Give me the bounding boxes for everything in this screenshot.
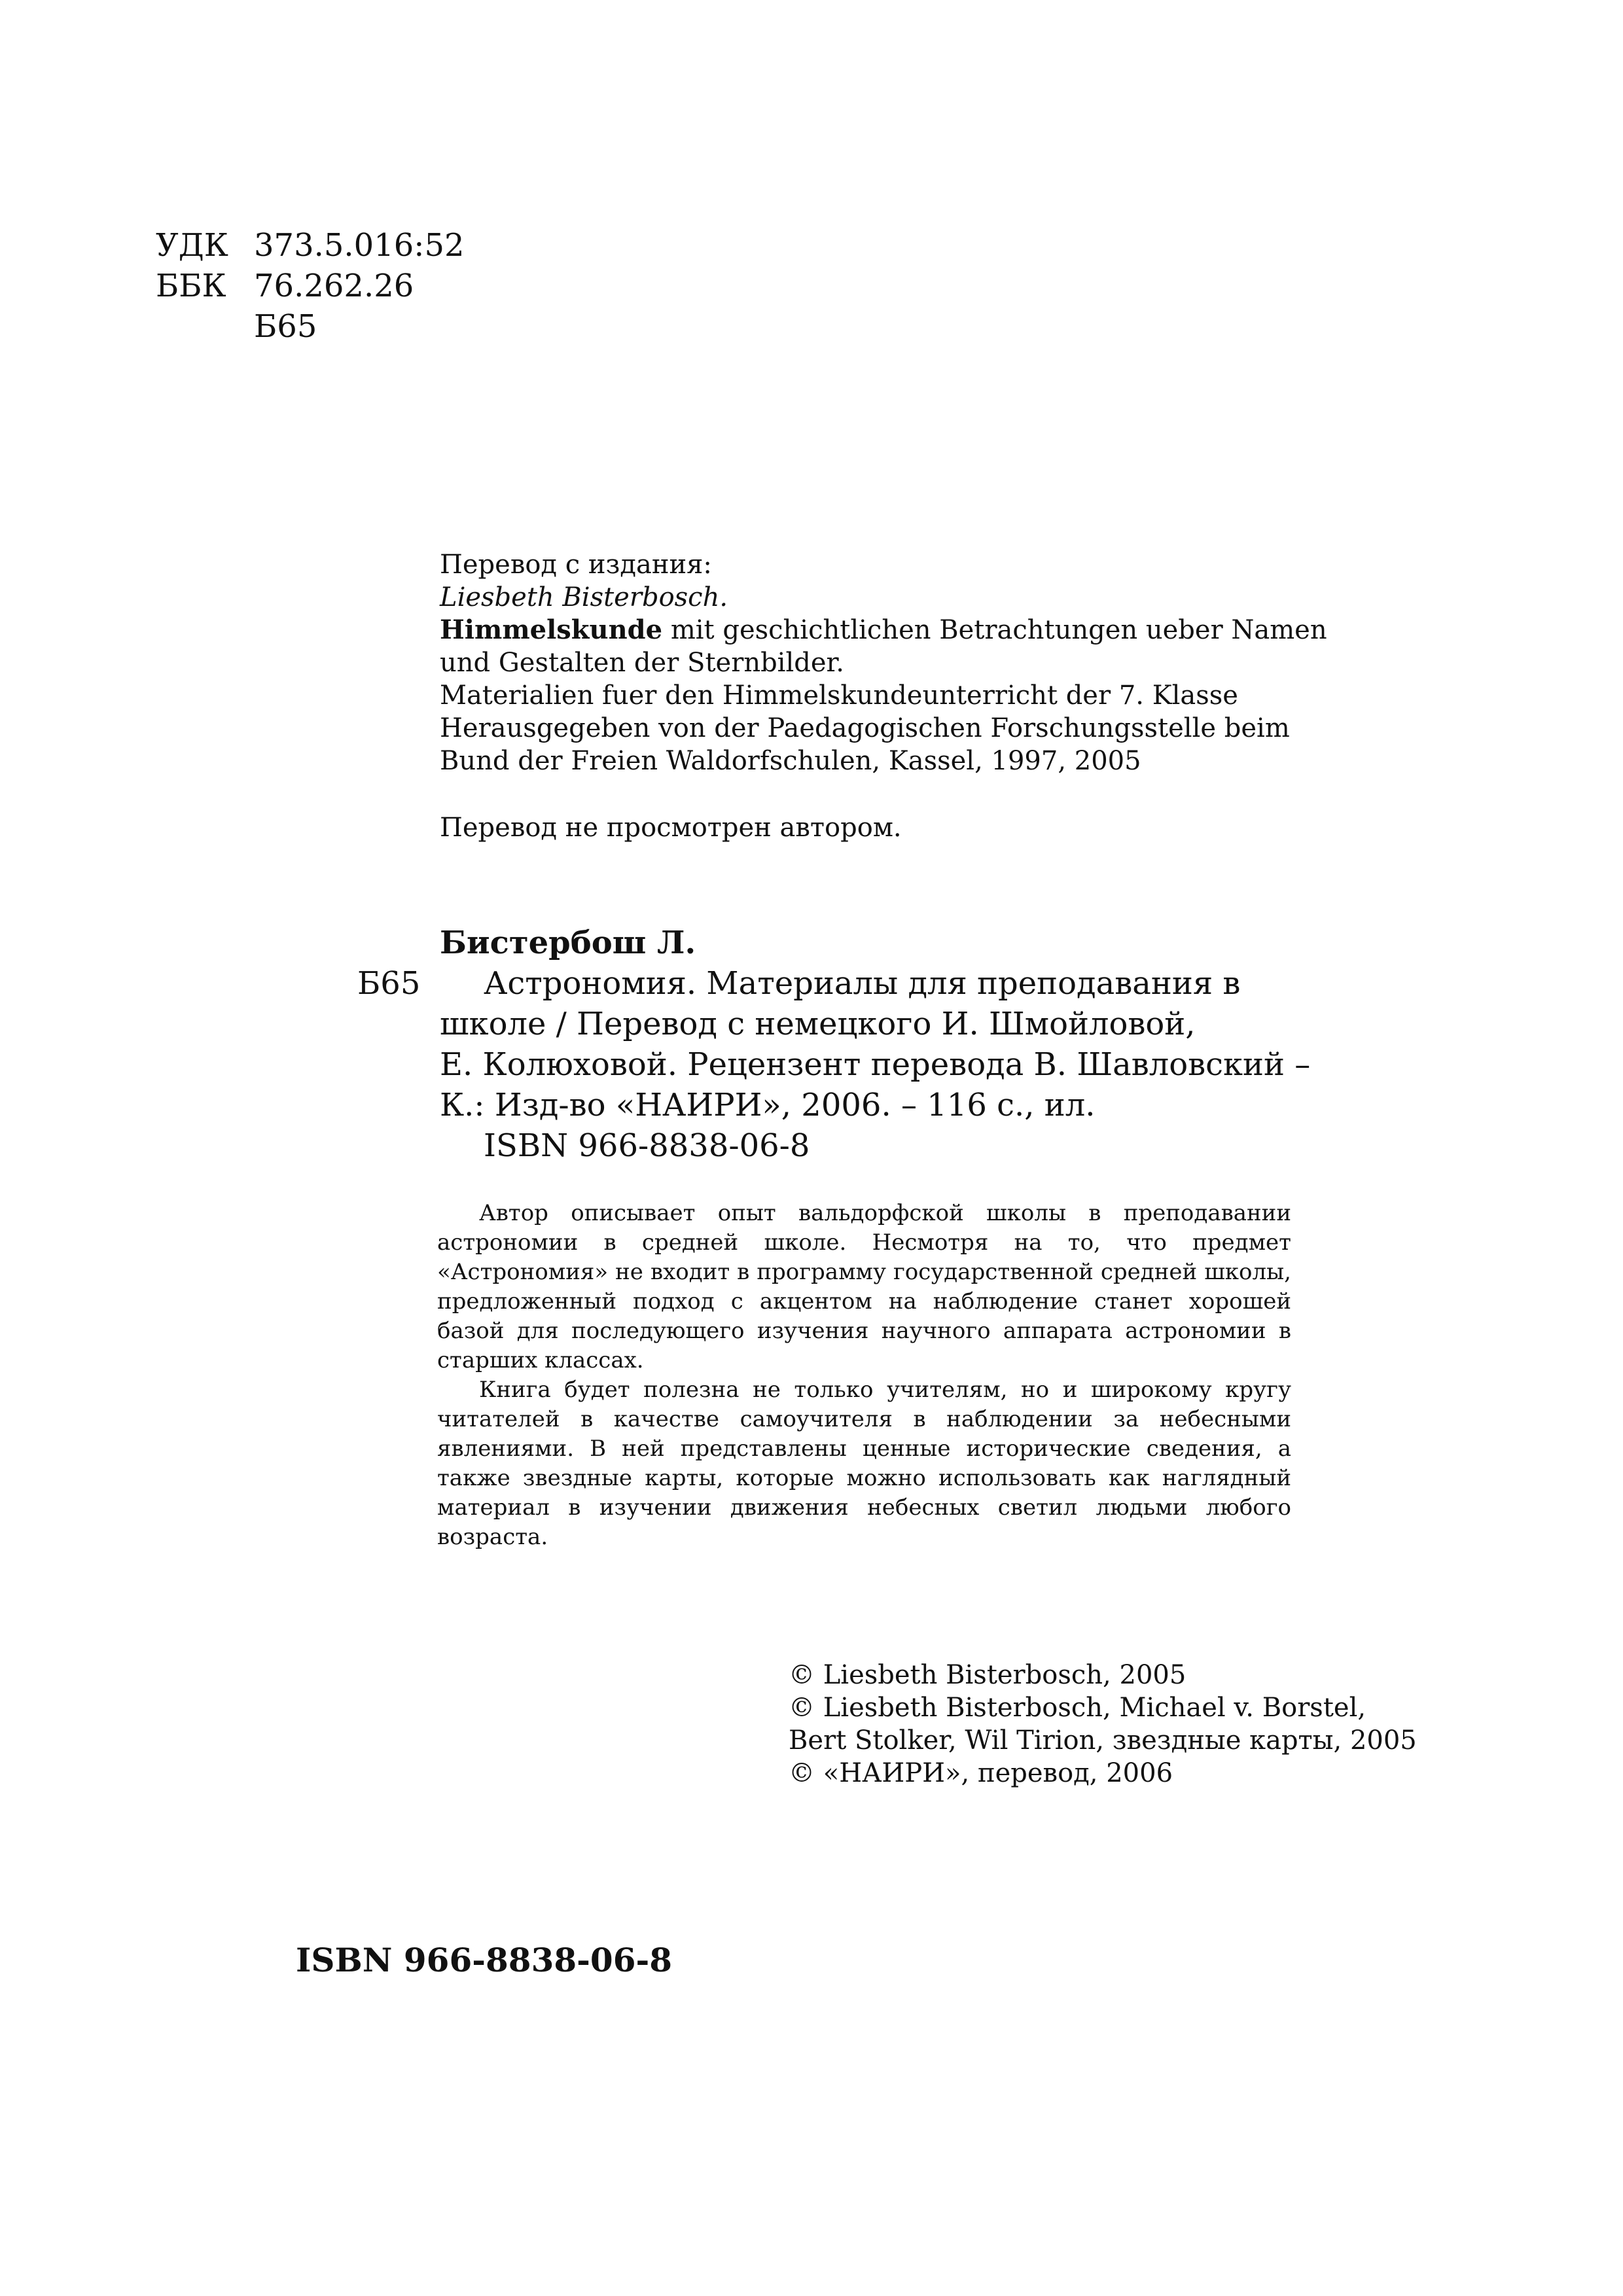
udk-row xyxy=(156,226,483,265)
isbn-footer: ISBN 966-8838-06-8 xyxy=(296,1941,673,1979)
udk-value: 373.5.016:52 xyxy=(254,227,465,264)
bib-isbn: ISBN 966-8838-06-8 xyxy=(484,1127,810,1164)
bbk-row xyxy=(156,266,483,306)
copyright-line-3: Bert Stolker, Wil Tirion, звездные карты, 2005 xyxy=(789,1725,1417,1756)
bib-mark: Б65 xyxy=(357,965,421,1002)
annotation-paragraph-1: Автор описывает опыт вальдорфской школы в преподавании астрономии в средней школе. Несмотря на то, что предмет «Астрономия» не входит в программу государственной средней школы, предложенный подход с акцентом на наблюдение станет хорошей базой для последующего изучения научного аппарата астрономии в старших классах. xyxy=(437,1200,1291,1373)
annotation xyxy=(437,1199,1291,1552)
original-title-line xyxy=(440,614,1327,646)
original-title-bold: Himmelskunde xyxy=(440,614,663,645)
copyright-block xyxy=(789,1659,1417,1790)
original-line5: Herausgegeben von der Paedagogischen Forschungsstelle beim xyxy=(440,713,1290,743)
bib-line1: Астрономия. Материалы для преподавания в xyxy=(484,965,1241,1002)
author-mark-row xyxy=(156,307,483,346)
bib-line3: Е. Колюховой. Рецензент перевода В. Шавловский – xyxy=(440,1046,1311,1083)
original-edition xyxy=(440,548,1327,777)
original-line4: Materialien fuer den Himmelskundeunterricht der 7. Klasse xyxy=(440,680,1238,711)
original-line3: und Gestalten der Sternbilder. xyxy=(440,648,844,678)
author-mark: Б65 xyxy=(254,308,317,345)
bib-author: Бистербош Л. xyxy=(440,925,696,961)
bbk-label: ББК xyxy=(156,268,226,304)
original-title-rest: mit geschichtlichen Betrachtungen ueber Namen xyxy=(662,615,1327,645)
annotation-paragraph-2: Книга будет полезна не только учителям, но и широкому кругу читателей в качестве самоучителя в наблюдении за небесными явлениями. В ней представлены ценные исторические сведения, а также звездные карты, которые можно использовать как наглядный материал в изучении движения небесных светил людьми любого возраста. xyxy=(437,1377,1291,1550)
bib-line2: школе / Перевод с немецкого И. Шмойловой, xyxy=(440,1006,1196,1042)
bib-line4: К.: Изд-во «НАИРИ», 2006. – 116 с., ил. xyxy=(440,1087,1096,1123)
classification-block xyxy=(156,226,483,350)
original-author: Liesbeth Bisterbosch. xyxy=(440,582,728,612)
copyright-line-4: © «НАИРИ», перевод, 2006 xyxy=(789,1758,1173,1788)
original-heading: Перевод с издания: xyxy=(440,550,712,580)
udk-label: УДК xyxy=(156,227,228,264)
bbk-value: 76.262.26 xyxy=(254,268,414,304)
original-line6: Bund der Freien Waldorfschulen, Kassel, 1997, 2005 xyxy=(440,746,1141,776)
copyright-line-1: © Liesbeth Bisterbosch, 2005 xyxy=(789,1660,1186,1690)
copyright-line-2: © Liesbeth Bisterbosch, Michael v. Borstel, xyxy=(789,1693,1366,1723)
translation-note: Перевод не просмотрен автором. xyxy=(440,813,902,843)
